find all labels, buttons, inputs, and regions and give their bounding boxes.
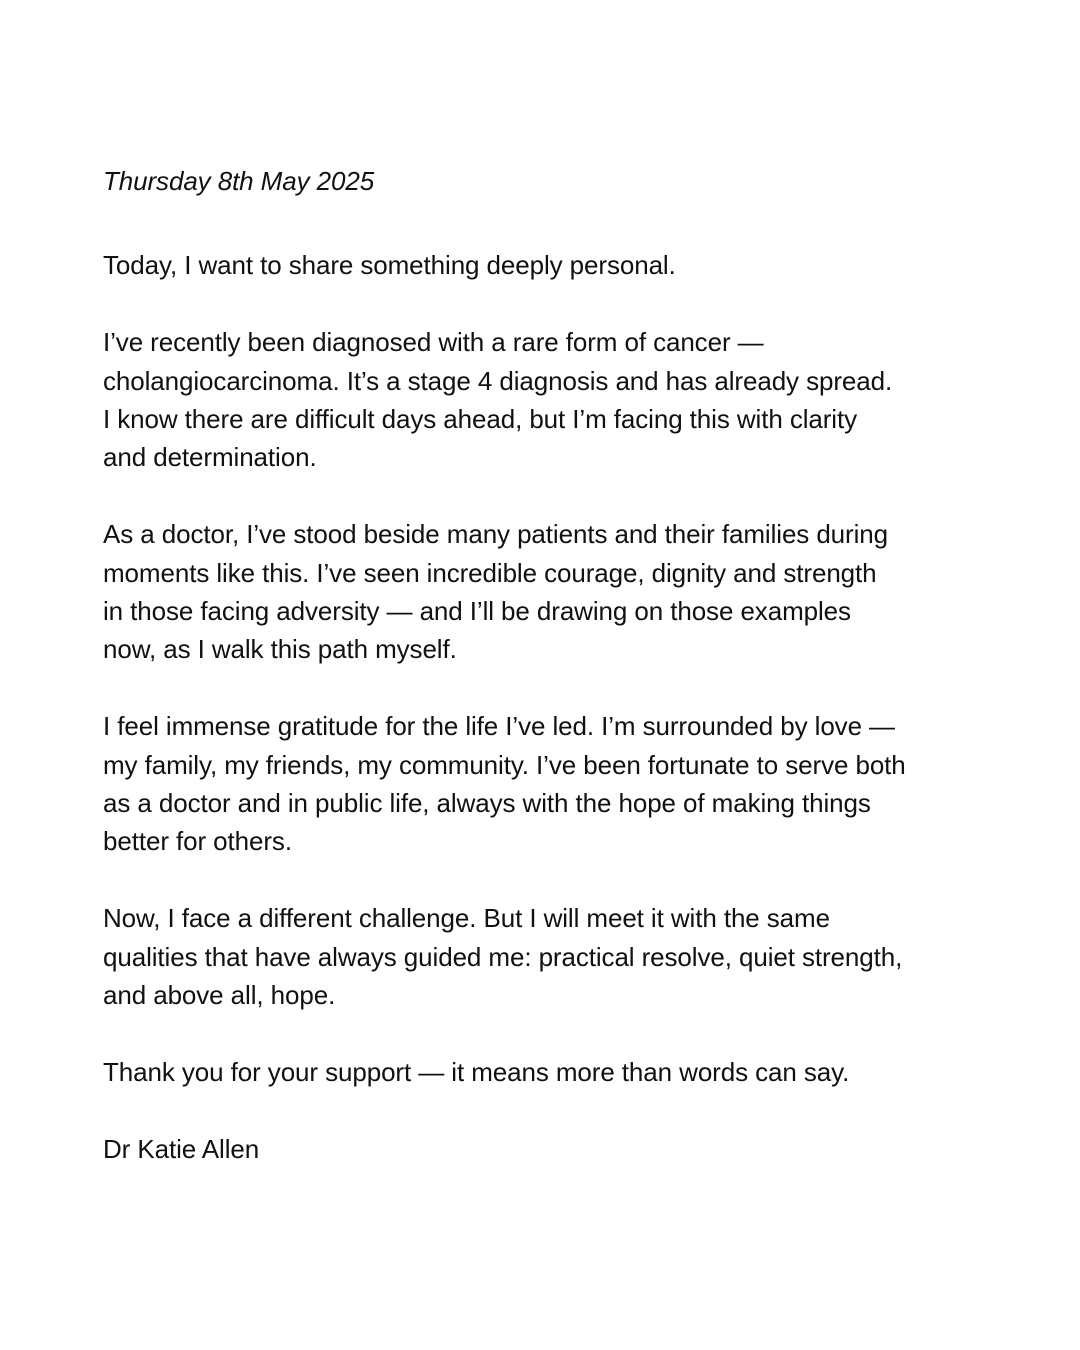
paragraph-line: Today, I want to share something deeply personal. <box>103 250 676 281</box>
paragraph-line: I’ve recently been diagnosed with a rare form of cancer — <box>103 327 764 358</box>
paragraph-diagnosis <box>103 323 1003 477</box>
paragraph-gratitude <box>103 707 1003 861</box>
paragraph-challenge <box>103 899 1003 1014</box>
signature: Dr Katie Allen <box>103 1133 260 1164</box>
paragraph-line: Now, I face a different challenge. But I will meet it with the same <box>103 903 830 934</box>
letter-body <box>103 162 1003 1168</box>
paragraph-line: I know there are difficult days ahead, but I’m facing this with clarity <box>103 404 858 435</box>
paragraph-line: qualities that have always guided me: practical resolve, quiet strength, <box>103 941 903 972</box>
paragraph-line: as a doctor and in public life, always with the hope of making things <box>103 788 871 819</box>
paragraph-line: now, as I walk this path myself. <box>103 634 457 665</box>
paragraph-line: Thank you for your support — it means more than words can say. <box>103 1056 850 1087</box>
paragraph-line: better for others. <box>103 826 292 857</box>
paragraph-line: in those facing adversity — and I’ll be drawing on those examples <box>103 596 851 627</box>
paragraph-line: cholangiocarcinoma. It’s a stage 4 diagnosis and has already spread. <box>103 365 893 396</box>
paragraph-doctor <box>103 515 1003 669</box>
letter-date: Thursday 8th May 2025 <box>103 166 375 196</box>
paragraph-intro <box>103 246 1003 284</box>
paragraph-line: and above all, hope. <box>103 980 336 1011</box>
paragraph-line: I feel immense gratitude for the life I’ve led. I’m surrounded by love — <box>103 711 895 742</box>
paragraph-line: As a doctor, I’ve stood beside many patients and their families during <box>103 519 888 550</box>
paragraph-line: and determination. <box>103 442 317 473</box>
paragraph-line: my family, my friends, my community. I’ve been fortunate to serve both <box>103 749 906 780</box>
paragraph-thanks <box>103 1053 1003 1091</box>
paragraph-line: moments like this. I’ve seen incredible courage, dignity and strength <box>103 557 877 588</box>
